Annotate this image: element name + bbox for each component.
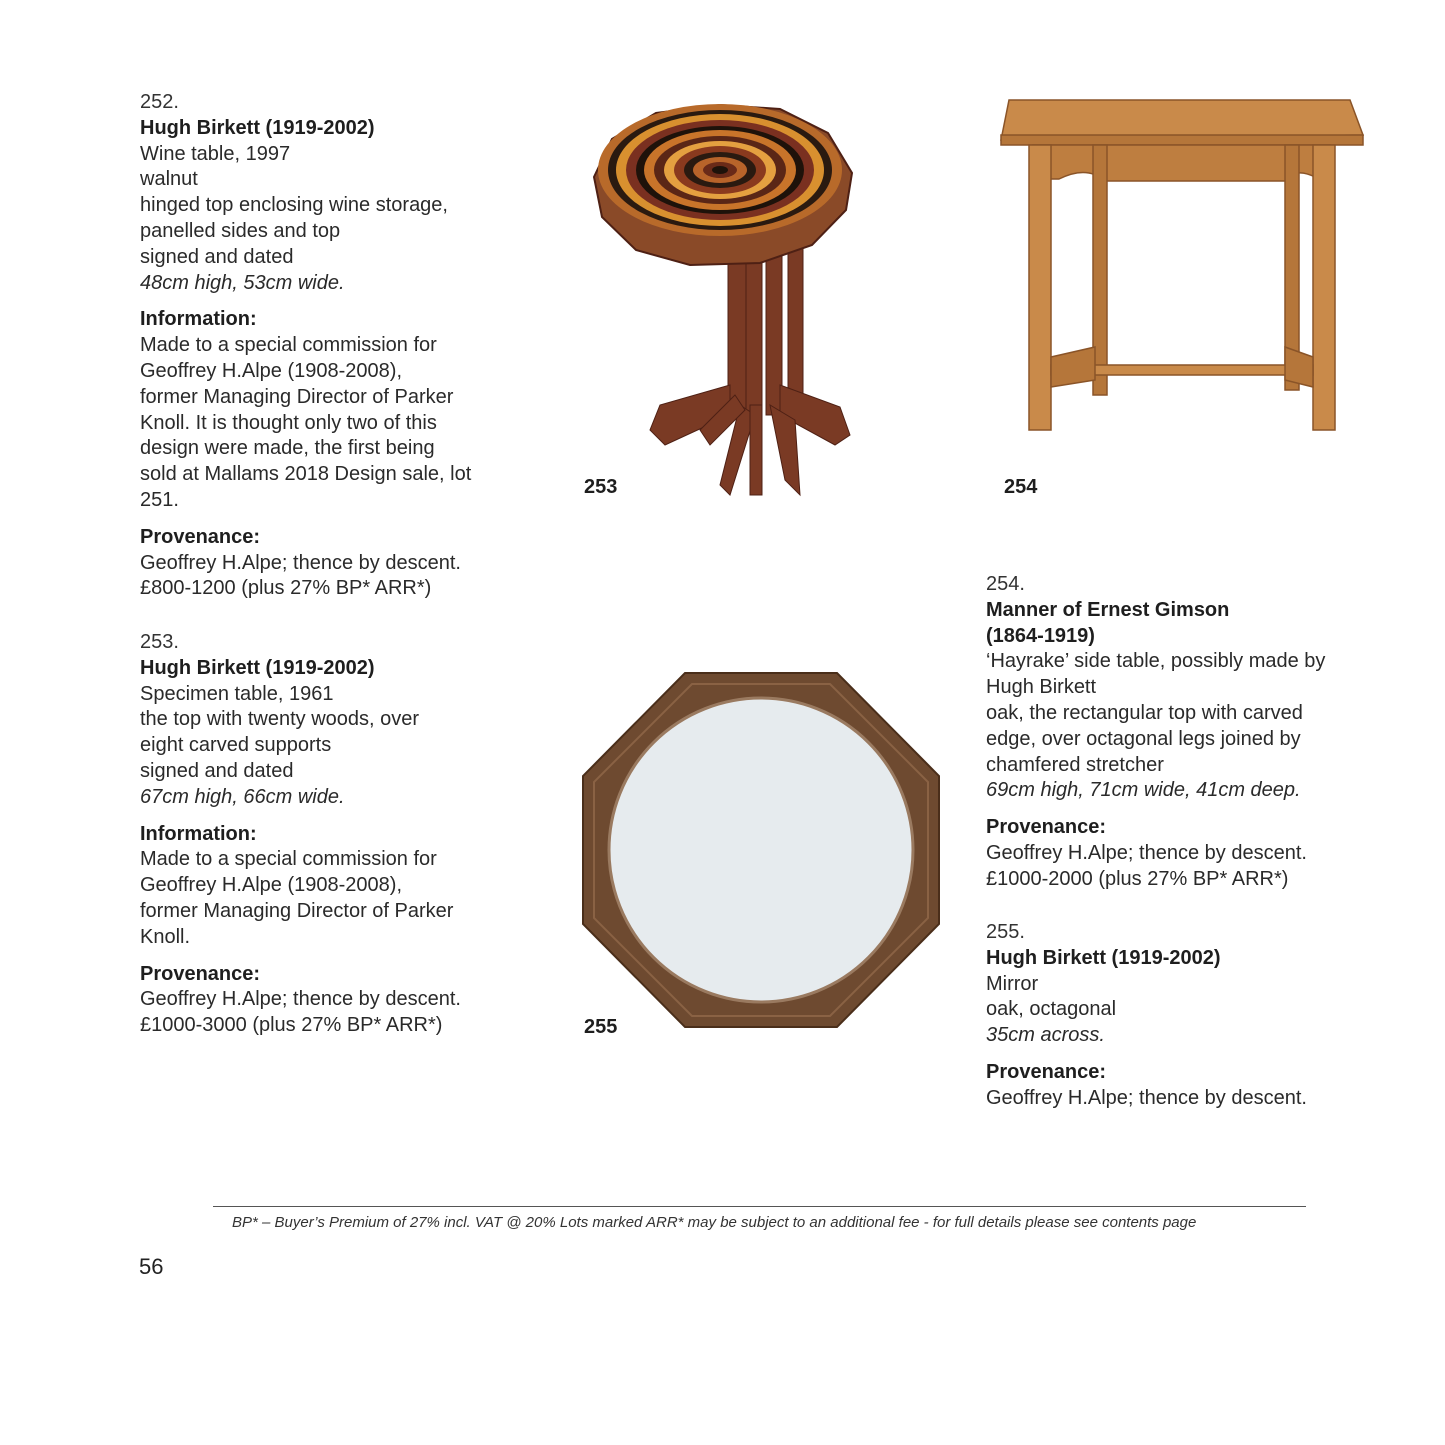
information-line: sold at Mallams 2018 Design sale, lot — [140, 463, 472, 486]
lot-description-line: eight carved supports — [140, 734, 332, 757]
lot-artist: Hugh Birkett (1919-2002) — [140, 116, 375, 139]
information-line: former Managing Director of Parker — [140, 385, 454, 408]
lot-number: 253. — [140, 631, 179, 653]
lot-artist: Hugh Birkett (1919-2002) — [986, 946, 1221, 969]
caption-255: 255 — [584, 1016, 618, 1038]
provenance-line: Geoffrey H.Alpe; thence by descent. — [986, 1086, 1307, 1109]
lot-dimensions: 35cm across. — [986, 1024, 1105, 1047]
table-supports — [650, 235, 850, 495]
lot-255 — [986, 920, 1406, 1112]
lot-description-line: oak, the rectangular top with carved — [986, 701, 1303, 724]
hayrake-table-photo — [995, 95, 1370, 435]
information-line: 251. — [140, 488, 179, 511]
footer-note: BP* – Buyer’s Premium of 27% incl. VAT @ 20% Lots marked ARR* may be subject to an additional fee - for full details please see contents page — [232, 1214, 1197, 1231]
lot-number: 255. — [986, 921, 1025, 943]
provenance-heading: Provenance: — [986, 1060, 1107, 1083]
lot-artist: Hugh Birkett (1919-2002) — [140, 656, 375, 679]
lot-description-line: ‘Hayrake’ side table, possibly made by — [986, 650, 1326, 673]
mirror-photo — [580, 670, 942, 1030]
lot-artist: Manner of Ernest Gimson — [986, 598, 1230, 621]
estimate: £800-1200 (plus 27% BP* ARR*) — [140, 577, 432, 600]
provenance-line: Geoffrey H.Alpe; thence by descent. — [986, 841, 1307, 864]
lot-description-line: walnut — [140, 168, 198, 191]
lot-number: 252. — [140, 91, 179, 113]
lot-dimensions: 48cm high, 53cm wide. — [140, 271, 345, 294]
lot-description-line: signed and dated — [140, 759, 294, 782]
information-line: Knoll. — [140, 925, 191, 948]
lot-description-line: Wine table, 1997 — [140, 142, 291, 165]
lot-number: 254. — [986, 573, 1025, 595]
page-number: 56 — [139, 1254, 164, 1279]
lot-description-line: Hugh Birkett — [986, 676, 1097, 699]
information-heading: Information: — [140, 822, 257, 845]
lot-description-line: signed and dated — [140, 245, 294, 268]
information-line: Knoll. It is thought only two of this — [140, 411, 437, 434]
lot-description-line: edge, over octagonal legs joined by — [986, 727, 1301, 750]
information-line: Made to a special commission for — [140, 848, 437, 871]
information-line: former Managing Director of Parker — [140, 899, 454, 922]
lot-dimensions: 69cm high, 71cm wide, 41cm deep. — [986, 779, 1301, 802]
estimate: £1000-2000 (plus 27% BP* ARR*) — [986, 867, 1289, 890]
information-line: Geoffrey H.Alpe (1908-2008), — [140, 874, 403, 897]
provenance-heading: Provenance: — [140, 962, 261, 985]
lot-artist-dates: (1864-1919) — [986, 624, 1095, 647]
lot-253 — [140, 630, 540, 1039]
mirror-glass — [609, 698, 913, 1002]
lot-description-line: oak, octagonal — [986, 998, 1117, 1021]
lot-description-line: the top with twenty woods, over — [140, 708, 420, 731]
lot-description-line: chamfered stretcher — [986, 753, 1164, 776]
specimen-table-photo — [580, 85, 860, 505]
information-line: Made to a special commission for — [140, 334, 437, 357]
lot-description-line: Specimen table, 1961 — [140, 682, 334, 705]
provenance-line: Geoffrey H.Alpe; thence by descent. — [140, 551, 461, 574]
footer-divider — [213, 1206, 1306, 1207]
caption-253: 253 — [584, 476, 618, 498]
information-line: Geoffrey H.Alpe (1908-2008), — [140, 359, 403, 382]
lot-description-line: Mirror — [986, 972, 1039, 995]
provenance-heading: Provenance: — [986, 816, 1107, 839]
caption-254: 254 — [1004, 476, 1038, 498]
provenance-line: Geoffrey H.Alpe; thence by descent. — [140, 988, 461, 1011]
information-heading: Information: — [140, 308, 257, 331]
estimate: £1000-3000 (plus 27% BP* ARR*) — [140, 1014, 443, 1037]
lot-254 — [986, 572, 1406, 893]
information-line: design were made, the first being — [140, 437, 435, 460]
lot-252 — [140, 90, 540, 602]
lot-dimensions: 67cm high, 66cm wide. — [140, 785, 345, 808]
provenance-heading: Provenance: — [140, 525, 261, 548]
lot-description-line: hinged top enclosing wine storage, — [140, 194, 448, 217]
lot-description-line: panelled sides and top — [140, 219, 341, 242]
